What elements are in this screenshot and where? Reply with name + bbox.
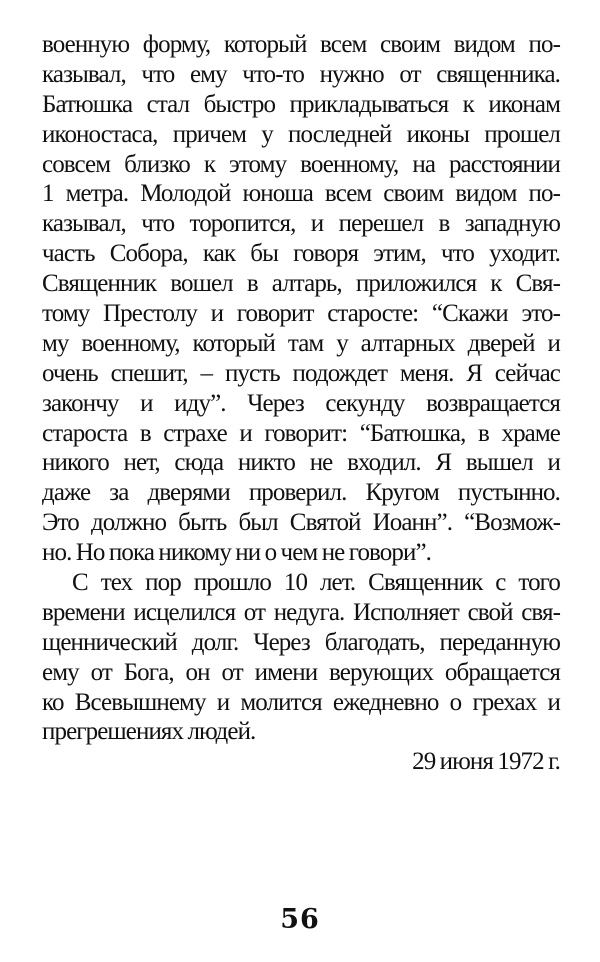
date-signature: 29 июня 1972 г. bbox=[412, 748, 560, 776]
text-line: Это должно быть был Святой Иоанн”. “Возмож- bbox=[42, 509, 560, 537]
text-line: щеннический долг. Через благодать, переданную bbox=[42, 628, 560, 656]
text-line: никого нет, сюда никто не входил. Я вышел и bbox=[42, 449, 560, 477]
text-line: Священник вошел в алтарь, приложился к Свя- bbox=[42, 270, 560, 298]
text-line: военную форму, который всем своим видом по- bbox=[42, 31, 560, 58]
text-line: ему от Бога, он от имени верующих обращается bbox=[42, 658, 560, 686]
page-number: 56 bbox=[280, 904, 320, 935]
text-line: казывал, что ему что-то нужно от священника. bbox=[42, 60, 560, 88]
text-line: 1 метра. Молодой юноша всем своим видом по- bbox=[42, 180, 560, 208]
text-line: очень спешит, – пусть подождет меня. Я сейчас bbox=[42, 359, 560, 387]
text-line: но. Но пока никому ни о чем не говори”. bbox=[42, 539, 432, 567]
paragraph-1 bbox=[42, 30, 560, 568]
text-line: С тех пор прошло 10 лет. Священник с того bbox=[72, 569, 560, 597]
text-line: ко Всевышнему и молится ежедневно о грехах и bbox=[42, 688, 560, 716]
text-line: даже за дверями проверил. Кругом пустынно. bbox=[42, 479, 560, 507]
paragraph-2 bbox=[42, 568, 560, 747]
text-line: времени исцелился от недуга. Исполняет свой свя- bbox=[42, 598, 560, 626]
text-line: староста в страхе и говорит: “Батюшка, в храме bbox=[42, 419, 560, 447]
text-line: му военному, который там у алтарных дверей и bbox=[42, 329, 560, 357]
text-line: Батюшка стал быстро прикладываться к иконам bbox=[42, 90, 560, 118]
text-line: иконостаса, причем у последней иконы прошел bbox=[42, 120, 560, 148]
text-line: прегрешениях людей. bbox=[42, 718, 256, 746]
text-line: тому Престолу и говорит старосте: “Скажи это- bbox=[42, 300, 560, 328]
text-line: закончу и иду”. Через секунду возвращается bbox=[42, 389, 560, 417]
page-text-block bbox=[42, 30, 560, 777]
text-line: совсем близко к этому военному, на расстоянии bbox=[42, 150, 560, 178]
text-line: часть Собора, как бы говоря этим, что уходит. bbox=[42, 240, 560, 268]
text-line: казывал, что торопится, и перешел в западную bbox=[42, 210, 560, 238]
